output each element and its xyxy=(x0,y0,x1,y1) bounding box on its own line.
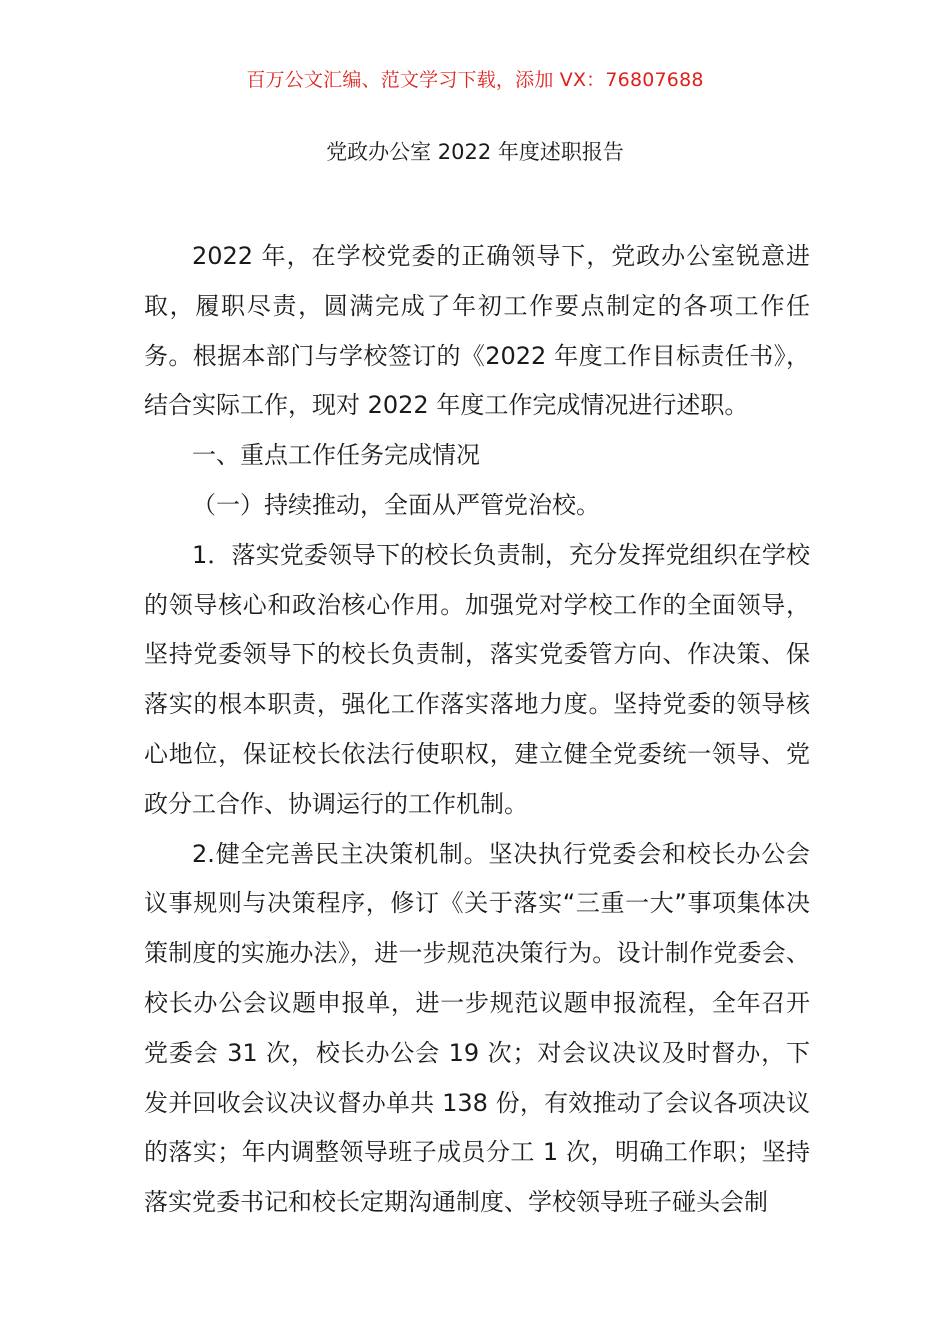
document-body xyxy=(144,232,810,1228)
paragraph-intro: 2022 年，在学校党委的正确领导下，党政办公室锐意进取，履职尽责，圆满完成了年初工作要点制定的各项工作任务。根据本部门与学校签订的《2022 年度工作目标责任书》，结合实际工作，现对 2022 年度工作完成情况进行述职。 xyxy=(144,242,810,420)
paragraph-item-2: 2.健全完善民主决策机制。坚决执行党委会和校长办公会议事规则与决策程序，修订《关于落实“三重一大”事项集体决策制度的实施办法》，进一步规范决策行为。设计制作党委会、校长办公会议题申报单，进一步规范议题申报流程，全年召开党委会 31 次，校长办公会 19 次；对会议决议及时督办，下发并回收会议决议督办单共 138 份，有效推动了会议各项决议的落实；年内调整领导班子成员分工 1 次，明确工作职；坚持落实党委书记和校长定期沟通制度、学校领导班子碰头会制 xyxy=(144,839,810,1217)
paragraph-item-1: 1．落实党委领导下的校长负责制，充分发挥党组织在学校的领导核心和政治核心作用。加强党对学校工作的全面领导，坚持党委领导下的校长负责制，落实党委管方向、作决策、保落实的根本职责，强化工作落实落地力度。坚持党委的领导核心地位，保证校长依法行使职权，建立健全党委统一领导、党政分工合作、协调运行的工作机制。 xyxy=(144,540,810,818)
download-banner: 百万公文汇编、范文学习下载，添加 VX：76807688 xyxy=(246,69,704,91)
subsection-heading: （一）持续推动，全面从严管党治校。 xyxy=(192,490,600,519)
section-heading: 一、重点工作任务完成情况 xyxy=(192,441,480,470)
page-title: 党政办公室 2022 年度述职报告 xyxy=(326,140,624,164)
